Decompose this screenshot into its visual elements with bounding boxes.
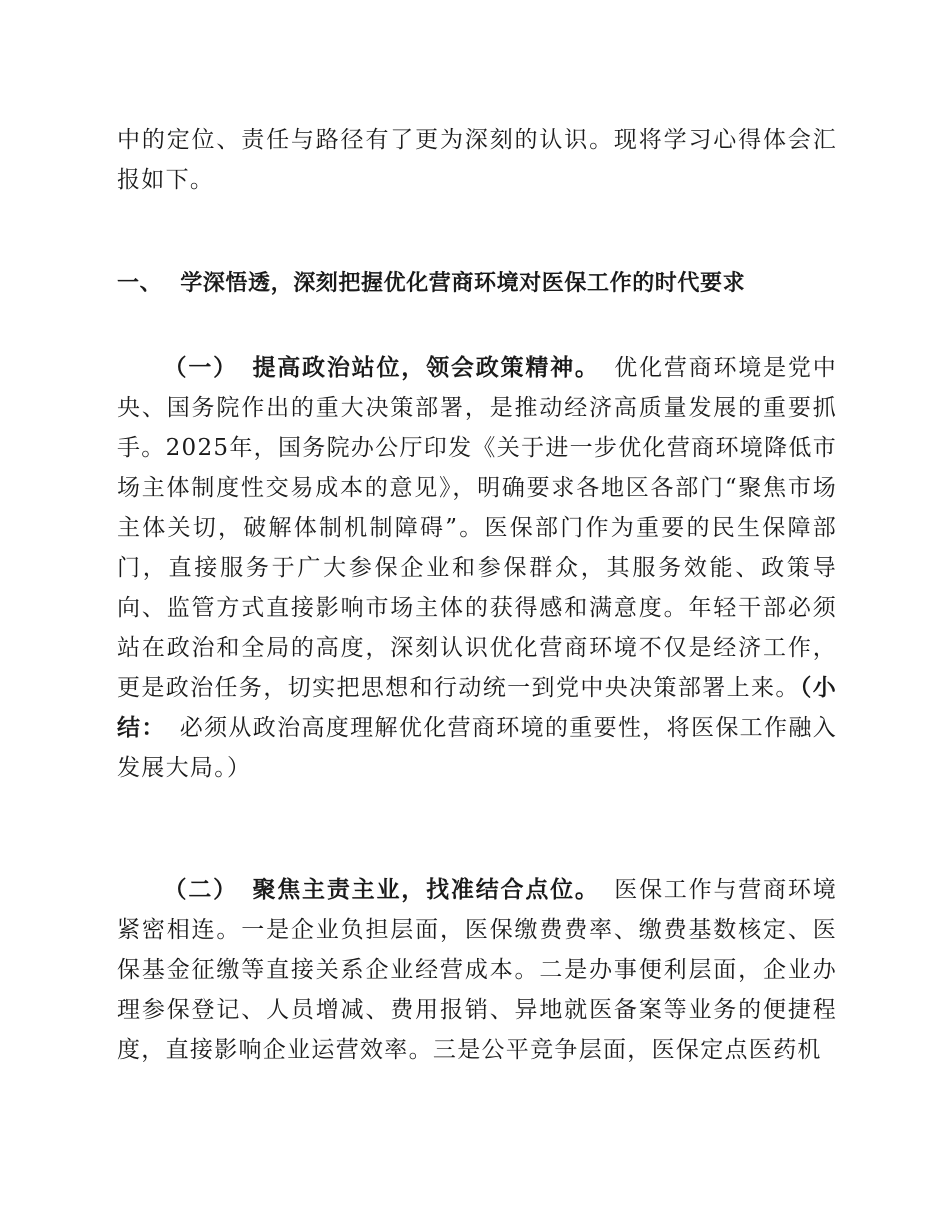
paragraph-2-title: 聚焦主责主业，找准结合点位。: [251, 877, 600, 903]
intro-paragraph: [117, 120, 837, 200]
section-heading: [117, 264, 877, 304]
paragraph-1: [117, 348, 837, 788]
section-number: 一、: [117, 271, 163, 296]
paragraph-1-title: 提高政治站位，领会政策精神。: [251, 355, 600, 381]
paragraph-2-label: （二）: [163, 877, 238, 903]
paragraph-2-body: 医保工作与营商环境紧密相连。一是企业负担层面，医保缴费费率、缴费基数核定、医保基金征缴等直接关系企业经营成本。二是办事便利层面，企业办理参保登记、人员增减、费用报销、异地就医备案等业务的便捷程度，直接影响企业运营效率。三是公平竞争层面，医保定点医药机: [117, 877, 838, 1063]
paragraph-2: [117, 870, 837, 1070]
summary-body: 必须从政治高度理解优化营商环境的重要性，将医保工作融入发展大局。）: [117, 715, 837, 781]
section-title: 学深悟透，深刻把握优化营商环境对医保工作的时代要求: [180, 271, 746, 296]
paragraph-1-body: 优化营商环境是党中央、国务院作出的重大决策部署，是推动经济高质量发展的重要抓手。2025年，国务院办公厅印发《关于进一步优化营商环境降低市场主体制度性交易成本的意见》，明确要求各地区各部门“聚焦市场主体关切，破解体制机制障碍”。医保部门作为重要的民生保障部门，直接服务于广大参保企业和参保群众，其服务效能、政策导向、监管方式直接影响市场主体的获得感和满意度。年轻干部必须站在政治和全局的高度，深刻认识优化营商环境不仅是经济工作，更是政治任务，切实把思想和行动统一到党中央决策部署上来。: [117, 355, 838, 701]
intro-text: 中的定位、责任与路径有了更为深刻的认识。现将学习心得体会汇报如下。: [117, 127, 837, 193]
summary-label: （小结：: [117, 675, 837, 741]
paragraph-1-label: （一）: [163, 355, 238, 381]
